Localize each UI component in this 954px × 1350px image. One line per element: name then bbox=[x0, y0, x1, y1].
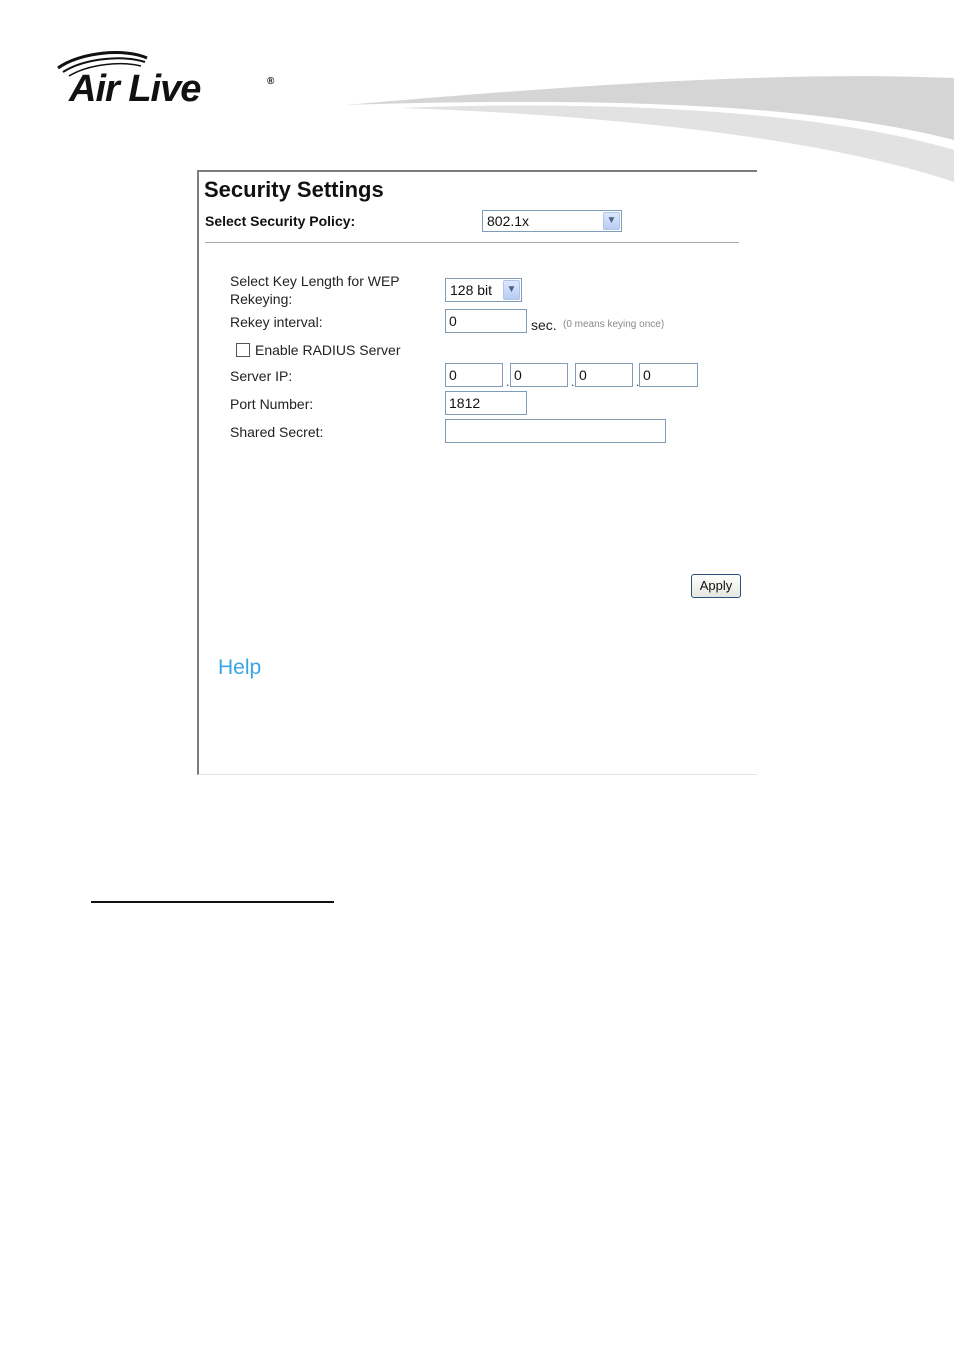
ip-separator: . bbox=[636, 375, 640, 389]
security-policy-select[interactable] bbox=[482, 210, 622, 232]
chevron-down-icon[interactable]: ▼ bbox=[603, 212, 620, 230]
shared-secret-input[interactable] bbox=[445, 419, 666, 443]
key-length-select[interactable] bbox=[445, 278, 522, 302]
port-number-input[interactable]: 1812 bbox=[445, 391, 527, 415]
registered-mark: ® bbox=[267, 76, 275, 87]
enable-radius-label: Enable RADIUS Server bbox=[255, 342, 401, 358]
key-length-label bbox=[230, 272, 400, 308]
section-underline bbox=[91, 901, 334, 903]
rekey-interval-input[interactable]: 0 bbox=[445, 309, 527, 333]
port-number-label: Port Number: bbox=[230, 396, 314, 412]
help-link[interactable]: Help bbox=[218, 656, 262, 679]
server-ip-octet-3[interactable]: 0 bbox=[575, 363, 633, 387]
ip-separator: . bbox=[506, 375, 510, 389]
server-ip-octet-4[interactable]: 0 bbox=[639, 363, 698, 387]
page-title: Security Settings bbox=[204, 177, 384, 202]
rekey-interval-label: Rekey interval: bbox=[230, 314, 323, 330]
security-settings-panel bbox=[197, 170, 757, 775]
ip-separator: . bbox=[571, 375, 575, 389]
server-ip-label: Server IP: bbox=[230, 368, 293, 384]
rekey-interval-hint: (0 means keying once) bbox=[563, 319, 665, 330]
key-length-label-line2: Rekeying: bbox=[230, 291, 293, 307]
section-divider bbox=[205, 242, 739, 243]
key-length-label-line1: Select Key Length for WEP bbox=[230, 273, 400, 289]
key-length-value: 128 bit bbox=[450, 282, 493, 298]
rekey-interval-unit: sec. bbox=[531, 317, 557, 333]
server-ip-octet-1[interactable]: 0 bbox=[445, 363, 503, 387]
apply-button[interactable]: Apply bbox=[691, 574, 741, 598]
chevron-down-icon[interactable]: ▼ bbox=[503, 280, 520, 300]
airlive-logo bbox=[55, 48, 285, 118]
server-ip-octet-2[interactable]: 0 bbox=[510, 363, 568, 387]
logo-wordmark: Air Live bbox=[69, 68, 201, 110]
enable-radius-checkbox[interactable] bbox=[236, 343, 250, 357]
security-policy-label: Select Security Policy: bbox=[205, 213, 356, 229]
security-policy-value: 802.1x bbox=[487, 213, 530, 229]
shared-secret-label: Shared Secret: bbox=[230, 424, 324, 440]
